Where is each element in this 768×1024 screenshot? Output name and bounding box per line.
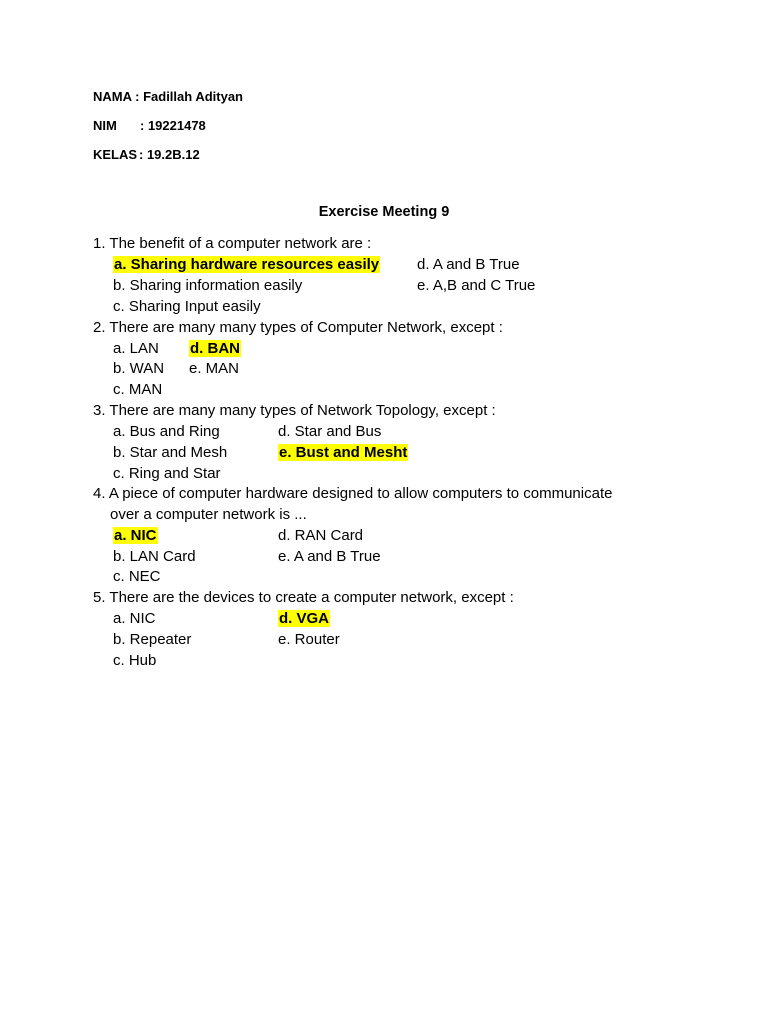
question-2: 2. There are many many types of Computer Network, except : — [93, 319, 503, 336]
q4-option-e: e. A and B True — [278, 548, 381, 565]
q5-option-a: a. NIC — [113, 610, 156, 627]
student-kelas-line — [93, 147, 200, 162]
q4-option-c: c. NEC — [113, 568, 161, 585]
q5-answer-highlight: d. VGA — [279, 610, 330, 627]
q2-option-b: b. WAN — [113, 360, 165, 377]
q2-option-d — [189, 339, 241, 359]
q5-option-b: b. Repeater — [113, 631, 192, 648]
q2-option-c: c. MAN — [113, 381, 163, 398]
question-5: 5. There are the devices to create a computer network, except : — [93, 589, 514, 606]
q3-option-b: b. Star and Mesh — [113, 444, 228, 461]
nim-label: NIM — [93, 118, 117, 133]
q3-option-c: c. Ring and Star — [113, 465, 221, 482]
q2-answer-highlight: d. BAN — [190, 340, 240, 357]
q4-option-d: d. RAN Card — [278, 527, 364, 544]
q4-answer-highlight: a. NIC — [114, 527, 157, 544]
q5-option-d — [278, 609, 330, 629]
q3-answer-highlight: e. Bust and Mesht — [279, 444, 408, 461]
kelas-label: KELAS — [93, 147, 138, 162]
q1-option-e: e. A,B and C True — [417, 277, 536, 294]
q2-option-a: a. LAN — [113, 340, 159, 357]
q4-option-a — [113, 526, 158, 546]
nama-value: Fadillah Adityan — [143, 89, 243, 104]
student-name-line — [93, 89, 243, 104]
student-nim-line — [93, 118, 206, 133]
q3-option-d: d. Star and Bus — [278, 423, 382, 440]
page-title: Exercise Meeting 9 — [318, 204, 450, 220]
question-1: 1. The benefit of a computer network are : — [93, 235, 372, 252]
q3-option-e — [278, 443, 408, 463]
q2-option-e: e. MAN — [189, 360, 240, 377]
nim-value: : 19221478 — [140, 118, 206, 133]
kelas-value: : 19.2B.12 — [139, 147, 200, 162]
q5-option-e: e. Router — [278, 631, 340, 648]
q1-option-c: c. Sharing Input easily — [113, 298, 261, 315]
q1-answer-highlight: a. Sharing hardware resources easily — [114, 256, 380, 273]
q1-option-a — [113, 255, 380, 275]
question-4-line-1: 4. A piece of computer hardware designed to allow computers to communicate — [93, 485, 613, 502]
q1-option-b: b. Sharing information easily — [113, 277, 303, 294]
question-3: 3. There are many many types of Network Topology, except : — [93, 402, 496, 419]
nama-label: NAMA : — [93, 89, 144, 104]
q4-option-b: b. LAN Card — [113, 548, 196, 565]
q1-option-d: d. A and B True — [417, 256, 520, 273]
q3-option-a: a. Bus and Ring — [113, 423, 220, 440]
q5-option-c: c. Hub — [113, 652, 157, 669]
question-4-line-2: over a computer network is ... — [110, 506, 307, 523]
